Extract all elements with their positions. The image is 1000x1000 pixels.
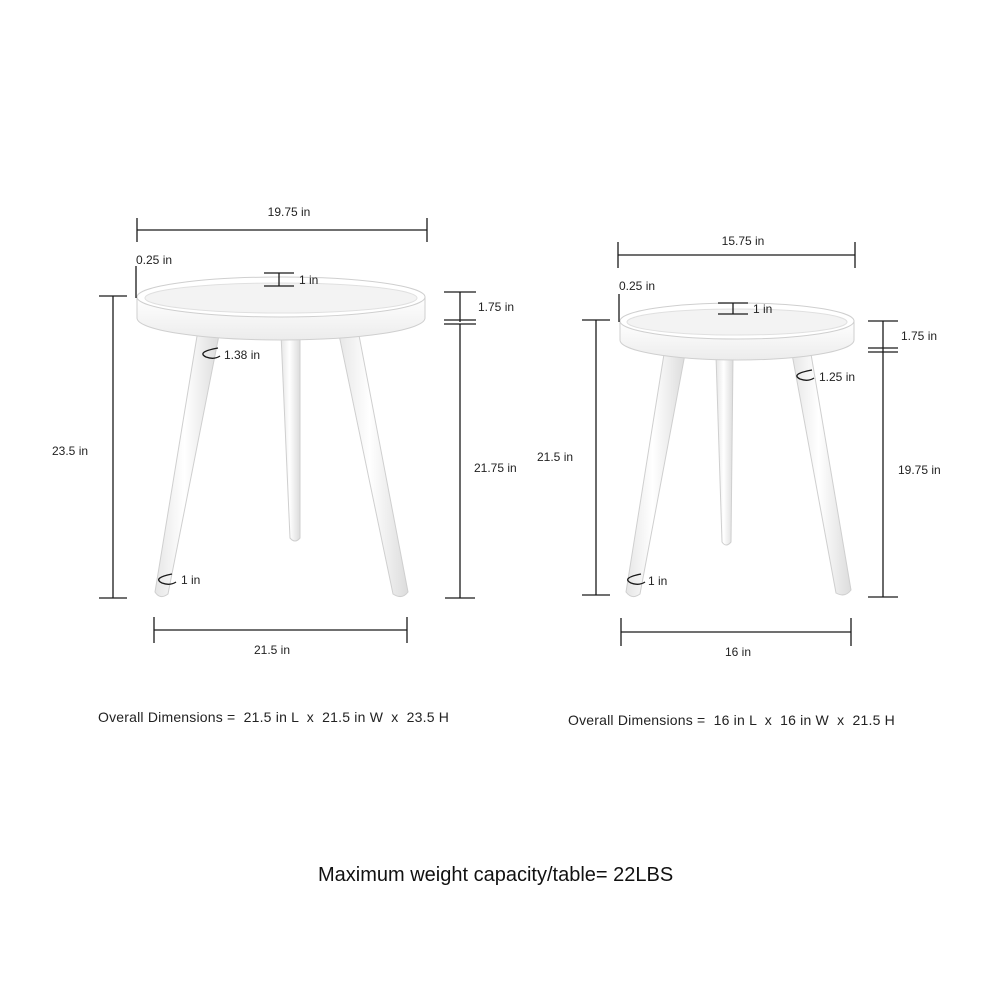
large-leg-bottom-diameter-label: 1 in <box>181 573 201 587</box>
small-rim-thickness-label: 0.25 in <box>619 279 656 293</box>
large-table-tray-inner <box>145 283 417 313</box>
large-overall-dimensions: Overall Dimensions = 21.5 in L x 21.5 in W x 23.5 H <box>98 709 450 725</box>
small-table <box>537 234 941 659</box>
small-top-height-label: 1.75 in <box>901 329 938 343</box>
large-leg-top-diameter-label: 1.38 in <box>224 348 261 362</box>
large-table <box>52 205 517 657</box>
small-table-right-leg <box>792 354 851 595</box>
large-table-right-leg <box>338 330 408 597</box>
small-leg-bottom-diameter-label: 1 in <box>648 574 668 588</box>
small-tray-depth-label: 1 in <box>753 302 773 316</box>
small-leg-height-label: 19.75 in <box>898 463 941 477</box>
small-overall-dimensions: Overall Dimensions = 16 in L x 16 in W x 21.5 H <box>568 712 895 728</box>
small-table-back-leg <box>716 356 733 545</box>
large-total-height-label: 23.5 in <box>52 444 89 458</box>
small-table-tray-inner <box>627 309 847 335</box>
small-total-height-label: 21.5 in <box>537 450 574 464</box>
large-leg-height-label: 21.75 in <box>474 461 517 475</box>
large-top-height-label: 1.75 in <box>478 300 515 314</box>
small-top-diameter-label: 15.75 in <box>721 234 765 248</box>
small-table-left-leg <box>626 354 685 597</box>
large-top-diameter-label: 19.75 in <box>267 205 311 219</box>
max-weight-capacity: Maximum weight capacity/table= 22LBS <box>318 864 674 886</box>
small-leg-top-diameter-label: 1.25 in <box>819 370 856 384</box>
large-tray-depth-label: 1 in <box>299 273 319 287</box>
large-table-left-leg <box>155 330 220 597</box>
small-base-span-label: 16 in <box>724 645 752 659</box>
large-base-span-label: 21.5 in <box>253 643 291 657</box>
large-rim-thickness-label: 0.25 in <box>136 253 173 267</box>
large-table-back-leg <box>281 334 300 541</box>
